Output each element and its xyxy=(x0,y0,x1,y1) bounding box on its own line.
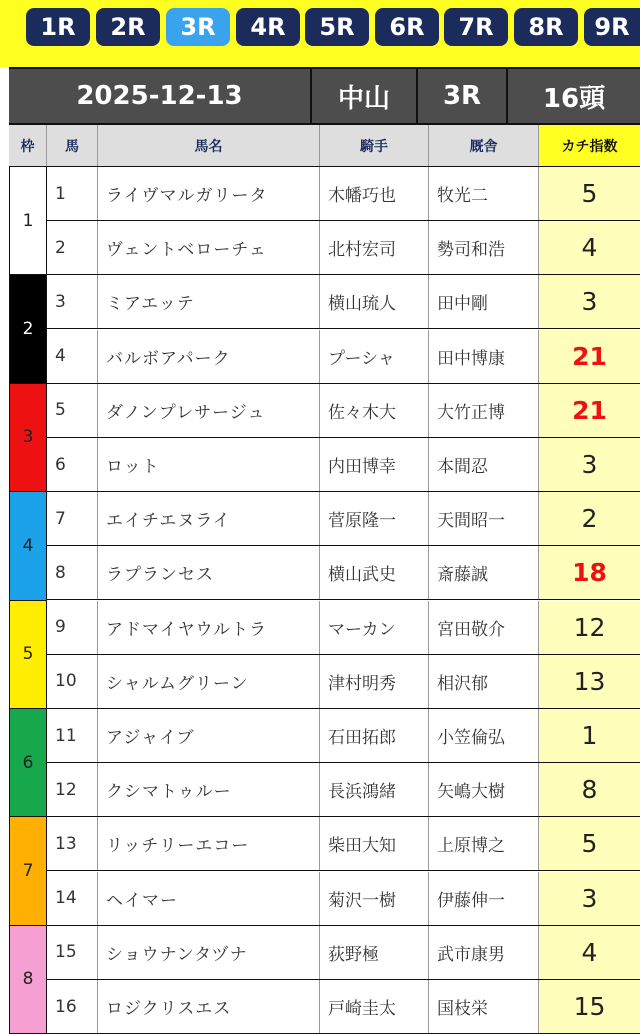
trainer-name: 上原博之 xyxy=(429,817,539,870)
table-row[interactable] xyxy=(9,330,640,384)
table-row[interactable] xyxy=(9,709,640,763)
kachi-score: 3 xyxy=(539,872,640,925)
kachi-score: 21 xyxy=(539,384,640,437)
table-row[interactable] xyxy=(9,763,640,817)
waku-3: 3 xyxy=(9,384,47,492)
horse-name: リッチリーエコー xyxy=(98,817,320,870)
trainer-name: 田中博康 xyxy=(429,330,539,383)
horse-number: 11 xyxy=(47,709,98,762)
jockey-name: 菅原隆一 xyxy=(320,492,429,545)
table-row[interactable] xyxy=(9,221,640,275)
horse-name: ヘイマー xyxy=(98,872,320,925)
trainer-name: 国枝栄 xyxy=(429,980,539,1033)
jockey-name: プーシャ xyxy=(320,330,429,383)
horse-number: 4 xyxy=(47,330,98,383)
jockey-name: 柴田大知 xyxy=(320,817,429,870)
race-tab-1r[interactable]: 1R xyxy=(26,8,90,46)
horse-number: 10 xyxy=(47,655,98,708)
trainer-name: 矢嶋大樹 xyxy=(429,763,539,816)
col-uma: 馬 xyxy=(47,125,98,166)
horse-name: ショウナンタヅナ xyxy=(98,926,320,979)
jockey-name: マーカン xyxy=(320,601,429,654)
horse-name: シャルムグリーン xyxy=(98,655,320,708)
table-row[interactable] xyxy=(9,601,640,655)
horse-name: エイチエヌライ xyxy=(98,492,320,545)
trainer-name: 斎藤誠 xyxy=(429,546,539,599)
kachi-score: 5 xyxy=(539,167,640,220)
race-tab-2r[interactable]: 2R xyxy=(96,8,160,46)
col-kachi-index: カチ指数 xyxy=(539,125,640,166)
col-name: 馬名 xyxy=(98,125,320,166)
col-trainer: 厩舎 xyxy=(429,125,539,166)
table-row[interactable] xyxy=(9,546,640,600)
race-tab-4r[interactable]: 4R xyxy=(236,8,300,46)
jockey-name: 戸崎圭太 xyxy=(320,980,429,1033)
table-row[interactable] xyxy=(9,384,640,438)
horse-number: 8 xyxy=(47,546,98,599)
horse-name: ロジクリスエス xyxy=(98,980,320,1033)
table-row[interactable] xyxy=(9,438,640,492)
race-tab-9r[interactable]: 9R xyxy=(584,8,640,46)
race-tab-7r[interactable]: 7R xyxy=(444,8,508,46)
kachi-score: 2 xyxy=(539,492,640,545)
horse-name: アドマイヤウルトラ xyxy=(98,601,320,654)
horse-name: ロット xyxy=(98,438,320,491)
kachi-score: 21 xyxy=(539,330,640,383)
horse-name: ライヴマルガリータ xyxy=(98,167,320,220)
trainer-name: 牧光二 xyxy=(429,167,539,220)
trainer-name: 宮田敬介 xyxy=(429,601,539,654)
jockey-name: 石田拓郎 xyxy=(320,709,429,762)
horse-name: バルボアパーク xyxy=(98,330,320,383)
trainer-name: 天間昭一 xyxy=(429,492,539,545)
kachi-score: 18 xyxy=(539,546,640,599)
jockey-name: 横山琉人 xyxy=(320,275,429,328)
kachi-score: 15 xyxy=(539,980,640,1033)
jockey-name: 津村明秀 xyxy=(320,655,429,708)
waku-1: 1 xyxy=(9,167,47,275)
waku-8: 8 xyxy=(9,926,47,1034)
horse-name: クシマトゥルー xyxy=(98,763,320,816)
col-jockey: 騎手 xyxy=(320,125,429,166)
kachi-score: 8 xyxy=(539,763,640,816)
race-header xyxy=(9,67,640,125)
trainer-name: 田中剛 xyxy=(429,275,539,328)
horse-number: 5 xyxy=(47,384,98,437)
horse-number: 9 xyxy=(47,601,98,654)
kachi-score: 12 xyxy=(539,601,640,654)
kachi-score: 1 xyxy=(539,709,640,762)
waku-7: 7 xyxy=(9,817,47,925)
table-header xyxy=(9,125,640,167)
waku-4: 4 xyxy=(9,492,47,600)
race-tab-3r[interactable]: 3R xyxy=(166,8,230,46)
trainer-name: 相沢郁 xyxy=(429,655,539,708)
trainer-name: 小笠倫弘 xyxy=(429,709,539,762)
waku-2: 2 xyxy=(9,275,47,383)
jockey-name: 横山武史 xyxy=(320,546,429,599)
horse-number: 2 xyxy=(47,221,98,274)
table-row[interactable] xyxy=(9,980,640,1034)
horse-number: 6 xyxy=(47,438,98,491)
table-row[interactable] xyxy=(9,275,640,329)
table-row[interactable] xyxy=(9,872,640,926)
jockey-name: 内田博幸 xyxy=(320,438,429,491)
trainer-name: 武市康男 xyxy=(429,926,539,979)
horse-number: 7 xyxy=(47,492,98,545)
race-number: 3R xyxy=(418,69,508,123)
jockey-name: 菊沢一樹 xyxy=(320,872,429,925)
table-row[interactable] xyxy=(9,167,640,221)
table-row[interactable] xyxy=(9,926,640,980)
jockey-name: 長浜鴻緒 xyxy=(320,763,429,816)
race-date: 2025-12-13 xyxy=(9,69,312,123)
trainer-name: 本間忍 xyxy=(429,438,539,491)
jockey-name: 北村宏司 xyxy=(320,221,429,274)
table-row[interactable] xyxy=(9,655,640,709)
waku-5: 5 xyxy=(9,601,47,709)
jockey-name: 荻野極 xyxy=(320,926,429,979)
col-waku: 枠 xyxy=(9,125,47,166)
trainer-name: 勢司和浩 xyxy=(429,221,539,274)
race-venue: 中山 xyxy=(312,69,418,123)
horse-name: ダノンプレサージュ xyxy=(98,384,320,437)
horse-number: 1 xyxy=(47,167,98,220)
kachi-score: 13 xyxy=(539,655,640,708)
table-row[interactable] xyxy=(9,817,640,871)
waku-6: 6 xyxy=(9,709,47,817)
runner-count: 16頭 xyxy=(542,83,606,114)
race-tab-6r[interactable]: 6R xyxy=(375,8,439,46)
trainer-name: 伊藤伸一 xyxy=(429,872,539,925)
kachi-score: 3 xyxy=(539,275,640,328)
kachi-score: 5 xyxy=(539,817,640,870)
kachi-score: 4 xyxy=(539,221,640,274)
horse-number: 16 xyxy=(47,980,98,1033)
horse-number: 3 xyxy=(47,275,98,328)
horse-name: ミアエッテ xyxy=(98,275,320,328)
race-tab-5r[interactable]: 5R xyxy=(305,8,369,46)
kachi-score: 4 xyxy=(539,926,640,979)
horse-number: 14 xyxy=(47,872,98,925)
jockey-name: 佐々木大 xyxy=(320,384,429,437)
trainer-name: 大竹正博 xyxy=(429,384,539,437)
horse-name: ラプランセス xyxy=(98,546,320,599)
horse-number: 12 xyxy=(47,763,98,816)
horse-name: アジャイブ xyxy=(98,709,320,762)
race-tab-8r[interactable]: 8R xyxy=(514,8,578,46)
horse-name: ヴェントベローチェ xyxy=(98,221,320,274)
jockey-name: 木幡巧也 xyxy=(320,167,429,220)
table-row[interactable] xyxy=(9,492,640,546)
race-tab-bar xyxy=(0,0,640,67)
kachi-score: 3 xyxy=(539,438,640,491)
horse-number: 13 xyxy=(47,817,98,870)
horse-number: 15 xyxy=(47,926,98,979)
